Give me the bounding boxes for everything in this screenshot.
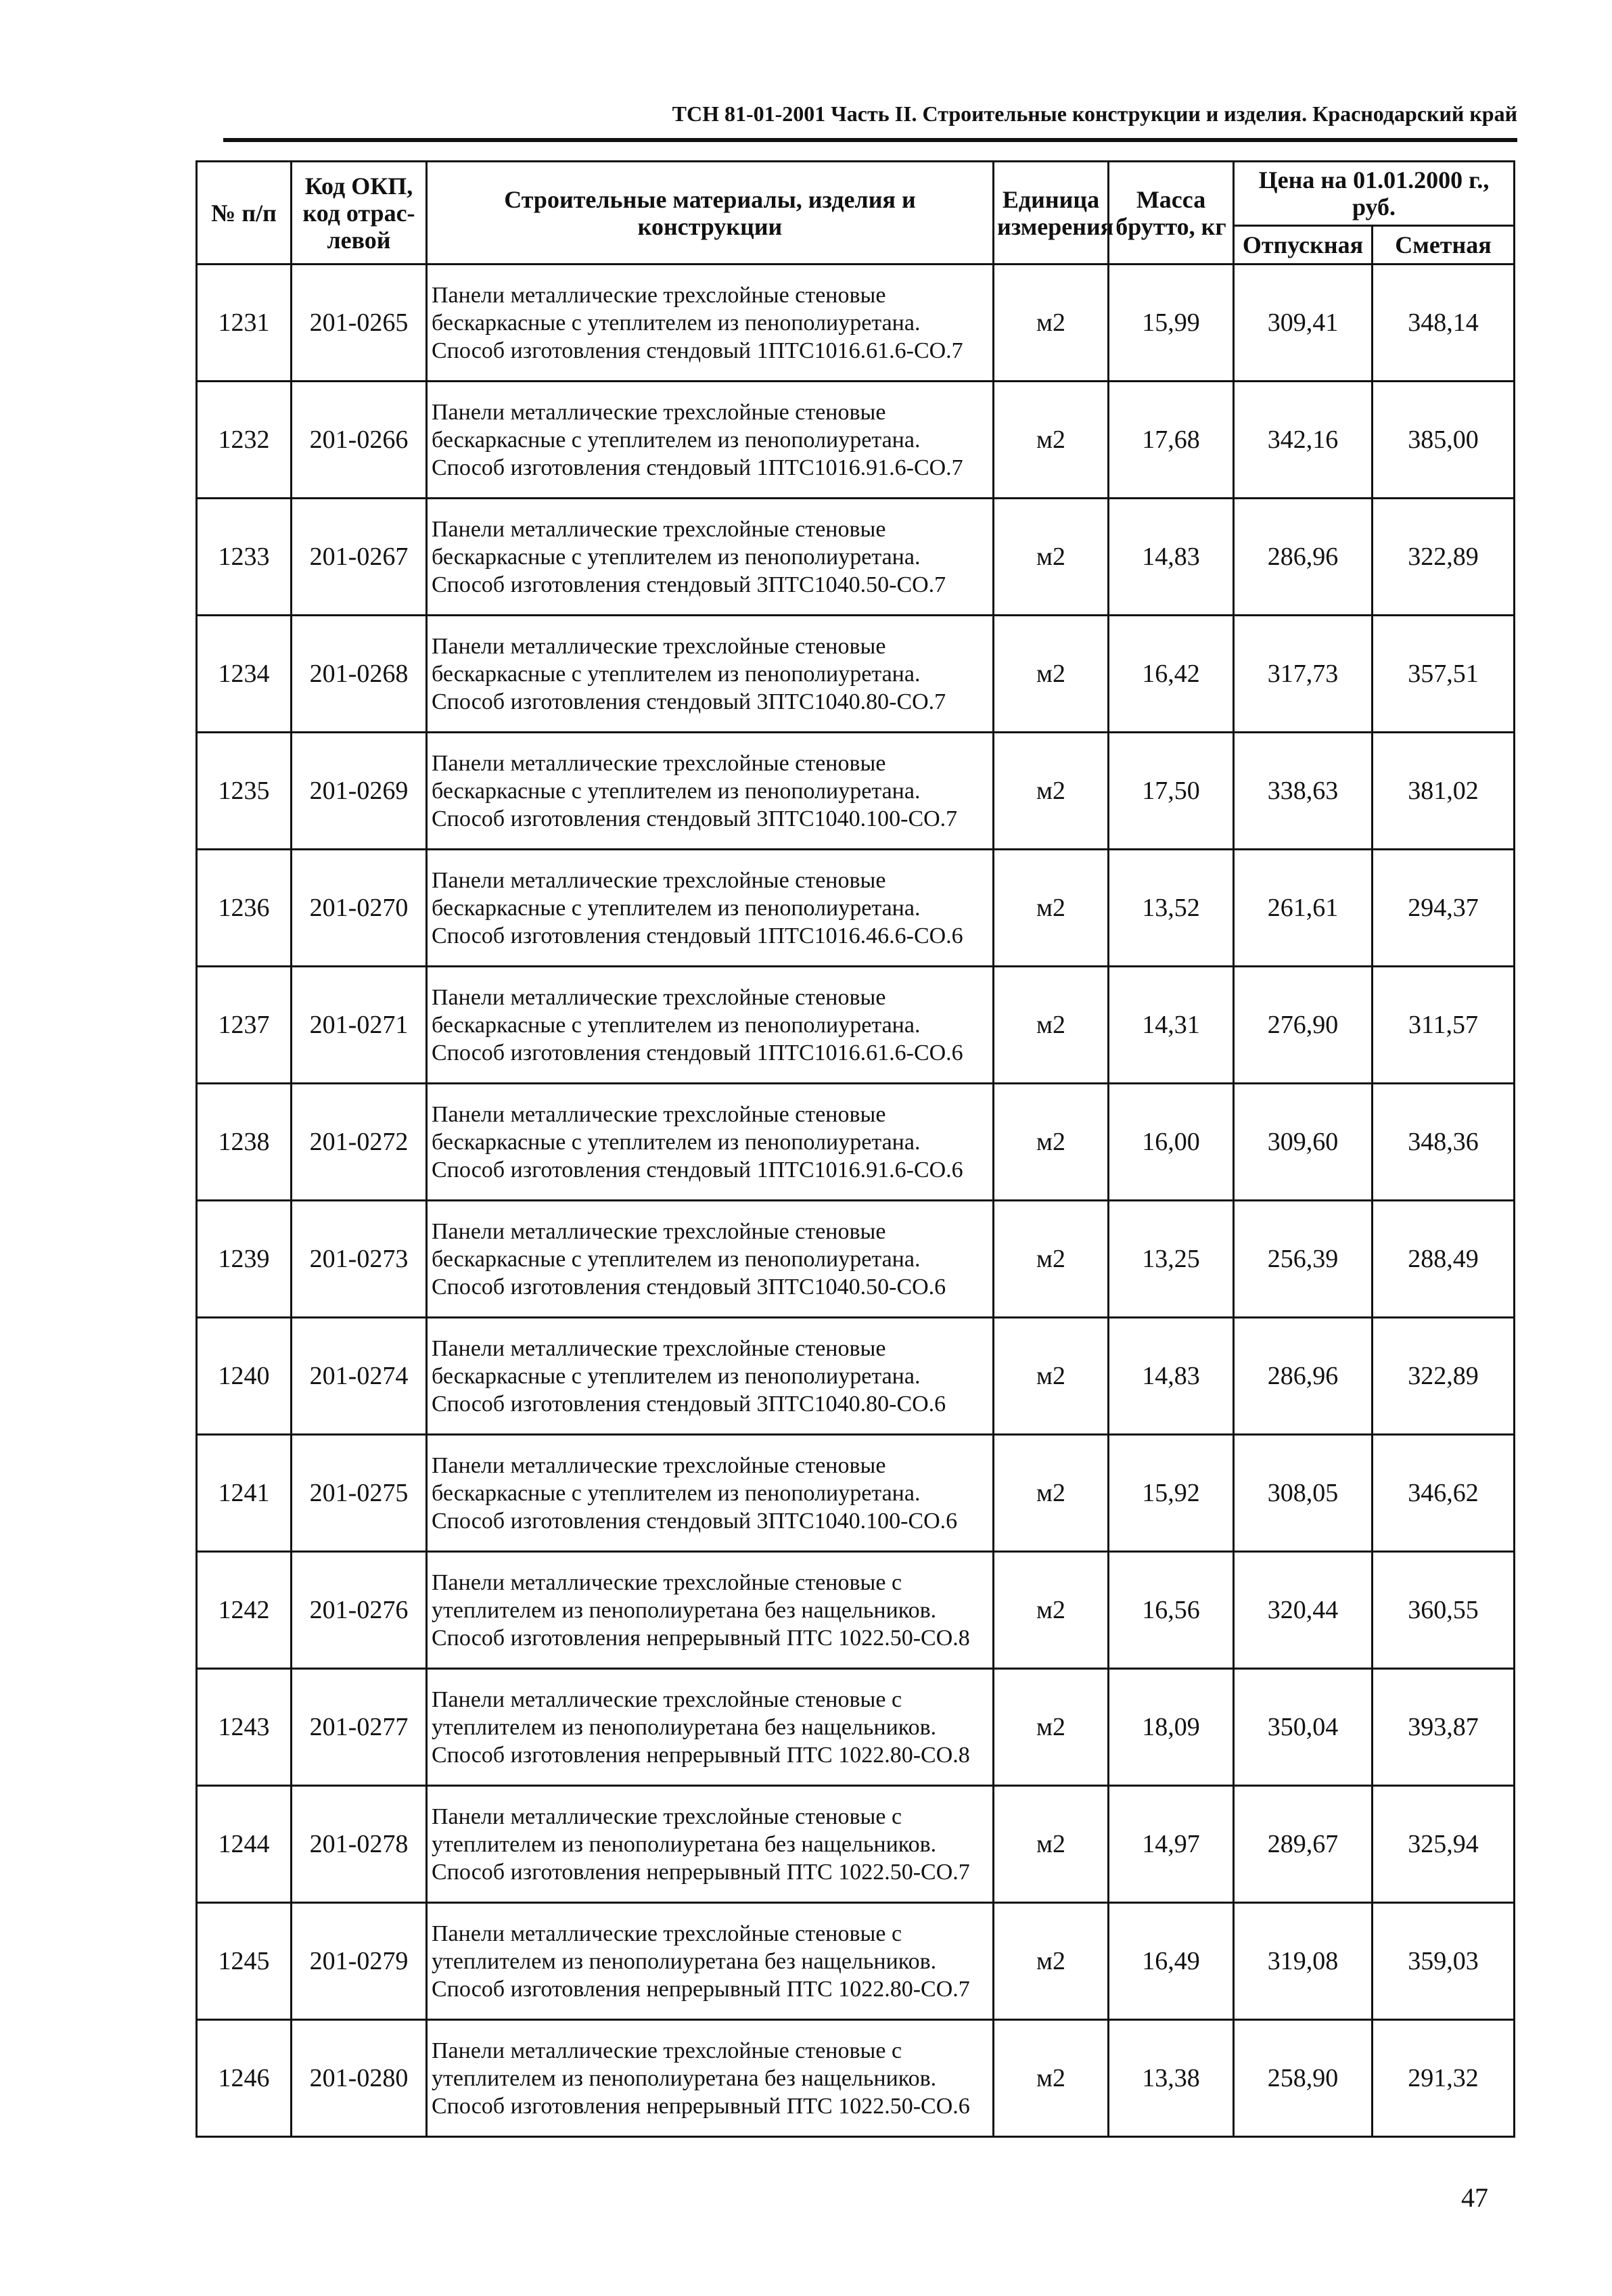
unit-of-measure: м2 (994, 1903, 1109, 2020)
okp-code: 201-0270 (292, 850, 427, 967)
release-price: 320,44 (1234, 1552, 1373, 1669)
release-price: 258,90 (1234, 2020, 1373, 2137)
row-number: 1242 (197, 1552, 292, 1669)
row-number: 1234 (197, 616, 292, 733)
estimate-price: 325,94 (1373, 1786, 1515, 1903)
table-row (197, 499, 1515, 616)
header-price-group: Цена на 01.01.2000 г., руб. (1234, 162, 1515, 226)
table-row (197, 1435, 1515, 1552)
gross-mass: 13,52 (1109, 850, 1234, 967)
estimate-price: 385,00 (1373, 382, 1515, 499)
material-description: Панели металлические трехслойные стеновые с утеплителем из пенополиуретана без нащельников. Способ изготовления непрерывный ПТС 1022.80-СО.7 (427, 1903, 994, 2020)
unit-of-measure: м2 (994, 1669, 1109, 1786)
gross-mass: 15,92 (1109, 1435, 1234, 1552)
okp-code: 201-0278 (292, 1786, 427, 1903)
gross-mass: 14,83 (1109, 1318, 1234, 1435)
row-number: 1244 (197, 1786, 292, 1903)
estimate-price: 357,51 (1373, 616, 1515, 733)
table-row (197, 1669, 1515, 1786)
material-description: Панели металлические трехслойные стеновые бескаркасные с утеплителем из пенополиуретана. Способ изготовления стендовый 3ПТС1040.100-СО.6 (427, 1435, 994, 1552)
row-number: 1243 (197, 1669, 292, 1786)
release-price: 309,60 (1234, 1084, 1373, 1201)
gross-mass: 16,56 (1109, 1552, 1234, 1669)
okp-code: 201-0280 (292, 2020, 427, 2137)
row-number: 1246 (197, 2020, 292, 2137)
unit-of-measure: м2 (994, 1201, 1109, 1318)
material-description: Панели металлические трехслойные стеновые с утеплителем из пенополиуретана без нащельников. Способ изготовления непрерывный ПТС 1022.50-СО.6 (427, 2020, 994, 2137)
header-code: Код ОКП, код отрас-левой (292, 162, 427, 265)
gross-mass: 13,25 (1109, 1201, 1234, 1318)
table-row (197, 2020, 1515, 2137)
release-price: 309,41 (1234, 265, 1373, 382)
unit-of-measure: м2 (994, 1786, 1109, 1903)
gross-mass: 14,31 (1109, 967, 1234, 1084)
header-mass: Масса брутто, кг (1109, 162, 1234, 265)
okp-code: 201-0267 (292, 499, 427, 616)
estimate-price: 291,32 (1373, 2020, 1515, 2137)
table-row (197, 967, 1515, 1084)
table-row (197, 733, 1515, 850)
estimate-price: 393,87 (1373, 1669, 1515, 1786)
table-row (197, 1084, 1515, 1201)
material-description: Панели металлические трехслойные стеновые бескаркасные с утеплителем из пенополиуретана. Способ изготовления стендовый 3ПТС1040.100-СО.7 (427, 733, 994, 850)
unit-of-measure: м2 (994, 382, 1109, 499)
release-price: 308,05 (1234, 1435, 1373, 1552)
estimate-price: 360,55 (1373, 1552, 1515, 1669)
gross-mass: 17,50 (1109, 733, 1234, 850)
row-number: 1240 (197, 1318, 292, 1435)
row-number: 1245 (197, 1903, 292, 2020)
release-price: 319,08 (1234, 1903, 1373, 2020)
header-unit: Единица измерения (994, 162, 1109, 265)
release-price: 261,61 (1234, 850, 1373, 967)
release-price: 286,96 (1234, 1318, 1373, 1435)
header-price-estimate: Сметная (1373, 226, 1515, 265)
row-number: 1236 (197, 850, 292, 967)
gross-mass: 16,00 (1109, 1084, 1234, 1201)
row-number: 1235 (197, 733, 292, 850)
material-description: Панели металлические трехслойные стеновые бескаркасные с утеплителем из пенополиуретана. Способ изготовления стендовый 1ПТС1016.46.6-СО.6 (427, 850, 994, 967)
unit-of-measure: м2 (994, 1435, 1109, 1552)
material-description: Панели металлические трехслойные стеновые бескаркасные с утеплителем из пенополиуретана. Способ изготовления стендовый 1ПТС1016.91.6-СО.6 (427, 1084, 994, 1201)
okp-code: 201-0266 (292, 382, 427, 499)
material-description: Панели металлические трехслойные стеновые с утеплителем из пенополиуретана без нащельников. Способ изготовления непрерывный ПТС 1022.80-СО.8 (427, 1669, 994, 1786)
material-description: Панели металлические трехслойные стеновые бескаркасные с утеплителем из пенополиуретана. Способ изготовления стендовый 3ПТС1040.80-СО.6 (427, 1318, 994, 1435)
gross-mass: 14,83 (1109, 499, 1234, 616)
release-price: 289,67 (1234, 1786, 1373, 1903)
unit-of-measure: м2 (994, 499, 1109, 616)
estimate-price: 322,89 (1373, 1318, 1515, 1435)
unit-of-measure: м2 (994, 616, 1109, 733)
row-number: 1231 (197, 265, 292, 382)
row-number: 1239 (197, 1201, 292, 1318)
okp-code: 201-0269 (292, 733, 427, 850)
table-body (197, 265, 1515, 2137)
price-table (195, 160, 1515, 2138)
okp-code: 201-0273 (292, 1201, 427, 1318)
page-number: 47 (1461, 2182, 1488, 2213)
material-description: Панели металлические трехслойные стеновые бескаркасные с утеплителем из пенополиуретана. Способ изготовления стендовый 1ПТС1016.61.6-СО.7 (427, 265, 994, 382)
unit-of-measure: м2 (994, 1318, 1109, 1435)
gross-mass: 17,68 (1109, 382, 1234, 499)
okp-code: 201-0276 (292, 1552, 427, 1669)
release-price: 350,04 (1234, 1669, 1373, 1786)
estimate-price: 381,02 (1373, 733, 1515, 850)
material-description: Панели металлические трехслойные стеновые с утеплителем из пенополиуретана без нащельников. Способ изготовления непрерывный ПТС 1022.50-СО.7 (427, 1786, 994, 1903)
row-number: 1237 (197, 967, 292, 1084)
gross-mass: 15,99 (1109, 265, 1234, 382)
unit-of-measure: м2 (994, 1084, 1109, 1201)
table-row (197, 1903, 1515, 2020)
running-header: ТСН 81-01-2001 Часть II. Строительные конструкции и изделия. Краснодарский край (223, 100, 1517, 142)
table-row (197, 265, 1515, 382)
gross-mass: 14,97 (1109, 1786, 1234, 1903)
estimate-price: 288,49 (1373, 1201, 1515, 1318)
material-description: Панели металлические трехслойные стеновые с утеплителем из пенополиуретана без нащельников. Способ изготовления непрерывный ПТС 1022.50-СО.8 (427, 1552, 994, 1669)
release-price: 286,96 (1234, 499, 1373, 616)
okp-code: 201-0268 (292, 616, 427, 733)
gross-mass: 16,49 (1109, 1903, 1234, 2020)
header-price-release: Отпускная (1234, 226, 1373, 265)
okp-code: 201-0274 (292, 1318, 427, 1435)
okp-code: 201-0265 (292, 265, 427, 382)
gross-mass: 16,42 (1109, 616, 1234, 733)
okp-code: 201-0277 (292, 1669, 427, 1786)
table-row (197, 1552, 1515, 1669)
material-description: Панели металлические трехслойные стеновые бескаркасные с утеплителем из пенополиуретана. Способ изготовления стендовый 1ПТС1016.61.6-СО.6 (427, 967, 994, 1084)
unit-of-measure: м2 (994, 967, 1109, 1084)
row-number: 1232 (197, 382, 292, 499)
unit-of-measure: м2 (994, 733, 1109, 850)
release-price: 317,73 (1234, 616, 1373, 733)
header-num: № п/п (197, 162, 292, 265)
release-price: 338,63 (1234, 733, 1373, 850)
unit-of-measure: м2 (994, 265, 1109, 382)
table-row (197, 382, 1515, 499)
okp-code: 201-0272 (292, 1084, 427, 1201)
unit-of-measure: м2 (994, 1552, 1109, 1669)
row-number: 1241 (197, 1435, 292, 1552)
header-material: Строительные материалы, изделия и конструкции (427, 162, 994, 265)
table-row (197, 1318, 1515, 1435)
release-price: 276,90 (1234, 967, 1373, 1084)
release-price: 342,16 (1234, 382, 1373, 499)
estimate-price: 348,14 (1373, 265, 1515, 382)
estimate-price: 322,89 (1373, 499, 1515, 616)
material-description: Панели металлические трехслойные стеновые бескаркасные с утеплителем из пенополиуретана. Способ изготовления стендовый 1ПТС1016.91.6-СО.7 (427, 382, 994, 499)
okp-code: 201-0275 (292, 1435, 427, 1552)
okp-code: 201-0271 (292, 967, 427, 1084)
row-number: 1238 (197, 1084, 292, 1201)
table-row (197, 850, 1515, 967)
table-row (197, 616, 1515, 733)
estimate-price: 294,37 (1373, 850, 1515, 967)
unit-of-measure: м2 (994, 2020, 1109, 2137)
estimate-price: 348,36 (1373, 1084, 1515, 1201)
table-row (197, 1201, 1515, 1318)
estimate-price: 311,57 (1373, 967, 1515, 1084)
unit-of-measure: м2 (994, 850, 1109, 967)
row-number: 1233 (197, 499, 292, 616)
table-row (197, 1786, 1515, 1903)
okp-code: 201-0279 (292, 1903, 427, 2020)
gross-mass: 13,38 (1109, 2020, 1234, 2137)
release-price: 256,39 (1234, 1201, 1373, 1318)
gross-mass: 18,09 (1109, 1669, 1234, 1786)
material-description: Панели металлические трехслойные стеновые бескаркасные с утеплителем из пенополиуретана. Способ изготовления стендовый 3ПТС1040.80-СО.7 (427, 616, 994, 733)
material-description: Панели металлические трехслойные стеновые бескаркасные с утеплителем из пенополиуретана. Способ изготовления стендовый 3ПТС1040.50-СО.7 (427, 499, 994, 616)
estimate-price: 346,62 (1373, 1435, 1515, 1552)
material-description: Панели металлические трехслойные стеновые бескаркасные с утеплителем из пенополиуретана. Способ изготовления стендовый 3ПТС1040.50-СО.6 (427, 1201, 994, 1318)
estimate-price: 359,03 (1373, 1903, 1515, 2020)
